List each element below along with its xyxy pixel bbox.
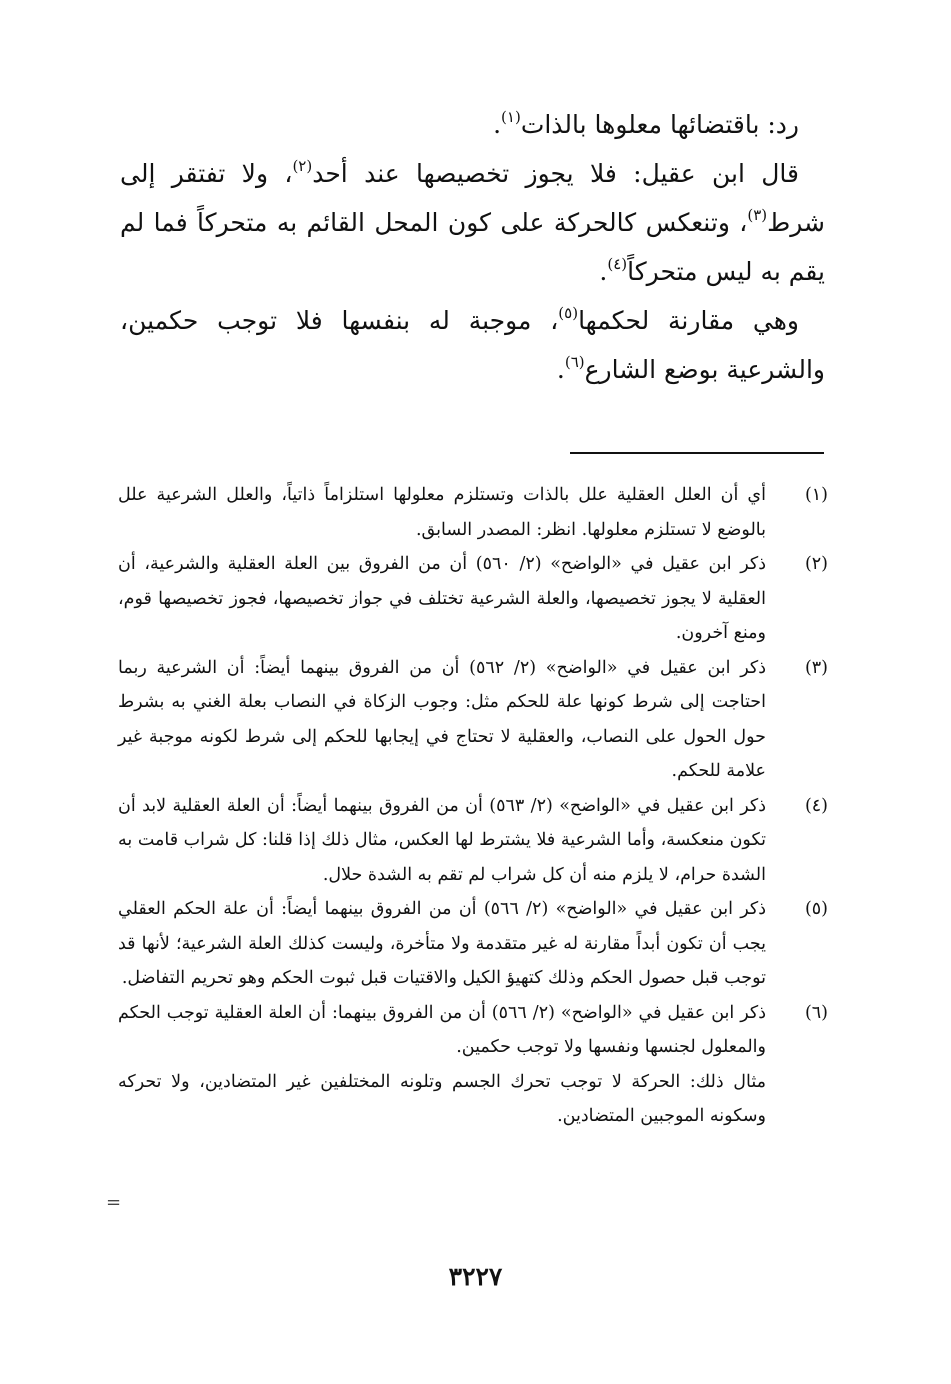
footnote-text: ذكر ابن عقيل في «الواضح» (٢/ ٥٦٣) أن من الفروق بينهما أيضاً: أن العلة العقلية لابد أن تكون منعكسة، وأما الشرعية فلا يشترط لها العكس، مثال ذلك إذا قلنا: كل شراب قامت به الشدة حرام، لا يلزم منه أن كل شراب لم تقم به الشدة حلال.	[118, 795, 766, 885]
footnote-number: (٦)	[804, 1002, 828, 1023]
footnote-4	[118, 789, 828, 893]
footnote-3	[118, 651, 828, 789]
paragraph-2-text-c: ، وتنعكس كالحركة على كون المحل القائم به متحركاً فما لم يقم به ليس متحركاً	[120, 208, 825, 286]
footnote-ref-4[interactable]: (٤)	[607, 255, 628, 273]
footnote-number: (٣)	[804, 657, 828, 678]
continuation-mark: =	[106, 1192, 122, 1213]
footnote-5	[118, 892, 828, 996]
footnote-text: ذكر ابن عقيل في «الواضح» (٢/ ٥٦٦) أن من الفروق بينهما: أن العلة العقلية توجب الحكم والمعلول لجنسها ونفسها ولا توجب حكمين.	[118, 1002, 766, 1057]
paragraph-3-text-a: وهي مقارنة لحكمها	[578, 306, 799, 335]
footnote-separator	[570, 452, 824, 454]
footnote-number: (٥)	[804, 899, 828, 919]
footnote-ref-3[interactable]: (٣)	[747, 206, 768, 224]
footnote-number: (١)	[804, 485, 828, 505]
paragraph-3-text-b: ، موجبة له بنفسها فلا توجب حكمين، والشرعية بوضع الشارع	[120, 306, 825, 384]
footnote-ref-1[interactable]: (١)	[501, 108, 521, 126]
footnote-ref-5[interactable]: (٥)	[558, 304, 579, 322]
footnote-number: (٤)	[804, 795, 828, 816]
paragraph-2-text-a: قال ابن عقيل: فلا يجوز تخصيصها عند أحد	[312, 159, 799, 188]
main-text	[120, 100, 825, 394]
paragraph-2-end: .	[599, 257, 608, 286]
footnote-text: ذكر ابن عقيل في «الواضح» (٢/ ٥٦٢) أن من الفروق بينهما أيضاً: أن الشرعية ربما احتاجت إلى شرط كونها علة للحكم مثل: وجوب الزكاة في النصاب بعلة الغني به بشرط حول الحول على النصاب، والعقلية لا تحتاج في إيجابها للحكم إلى شرط لكونه موجبة غير علامة للحكم.	[118, 657, 767, 781]
paragraph-1	[120, 100, 825, 149]
paragraph-2	[120, 149, 825, 296]
page-number: ٣٢٢٧	[448, 1262, 503, 1291]
paragraph-3-end: .	[556, 355, 565, 384]
footnote-1	[118, 478, 828, 547]
paragraph-3	[120, 296, 825, 394]
paragraph-2-text-b: ، ولا تفتقر إلى شرط	[120, 159, 825, 237]
footnote-ref-6[interactable]: (٦)	[564, 353, 585, 371]
footnote-ref-2[interactable]: (٢)	[292, 157, 313, 175]
footnote-6-continuation	[118, 1065, 828, 1134]
footnotes	[118, 478, 828, 1134]
paragraph-1-text: رد: باقتضائها معلوها بالذات	[520, 110, 799, 139]
footnote-2	[118, 547, 828, 651]
footnote-text: أي أن العلل العقلية علل بالذات وتستلزم معلولها استلزاماً ذاتياً، والعلل الشرعية علل بالوضع لا تستلزم معلولها. انظر: المصدر السابق.	[118, 485, 766, 540]
footnote-6	[118, 996, 828, 1065]
footnote-text: ذكر ابن عقيل في «الواضح» (٢/ ٥٦٦) أن من الفروق بينهما أيضاً: أن علة الحكم العقلي يجب أن تكون أبداً مقارنة له غير متقدمة ولا متأخرة، وليست كذلك العلة الشرعية؛ لأنها قد توجب قبل حصول الحكم وذلك كتهيؤ الكيل والاقتيات قبل ثبوت الحكم وهو تحريم التفاضل.	[118, 899, 766, 988]
footnote-text: ذكر ابن عقيل في «الواضح» (٢/ ٥٦٠) أن من الفروق بين العلة العقلية والشرعية، أن العقلية لا يجوز تخصيصها، والعلة الشرعية تختلف في جواز تخصيصها، فجوز تخصيصها قوم، ومنع آخرون.	[118, 554, 766, 643]
footnote-number: (٢)	[804, 554, 828, 574]
paragraph-1-end: .	[493, 110, 502, 139]
footnote-continuation-text: مثال ذلك: الحركة لا توجب تحرك الجسم وتلونه المختلفين غير المتضادين، ولا تحركه وسكونه الموجبين المتضادين.	[118, 1071, 766, 1126]
